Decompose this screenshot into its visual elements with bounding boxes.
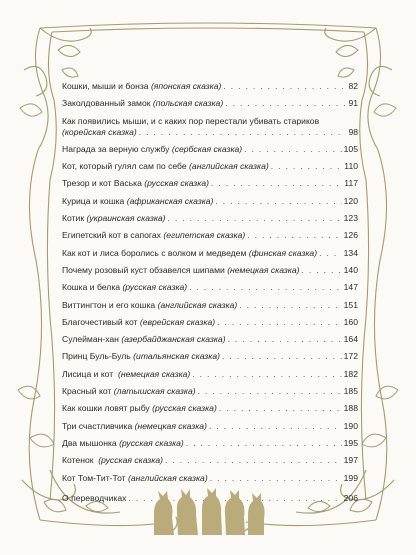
toc-entry-page-number: 197 [343, 455, 358, 466]
toc-entry-genre: (немецкая сказка) [134, 420, 207, 431]
toc-entry-genre: (латышская сказка) [113, 386, 196, 397]
toc-entry[interactable] [62, 455, 358, 466]
toc-dot-leader [186, 438, 342, 449]
leaf-right-1 [374, 104, 396, 116]
frame-top-line-inner [52, 28, 364, 32]
table-of-contents [62, 81, 358, 510]
toc-entry-genre: (немецкая сказка) [227, 264, 300, 275]
toc-entry-title: Сулейман-хан [62, 334, 122, 345]
toc-entry[interactable] [62, 81, 358, 92]
toc-entry-page-number: 190 [343, 420, 358, 431]
toc-entry-genre: (русская сказка) [98, 455, 163, 466]
toc-entry-title: Как кот и лиса боролись с волком и медведем [62, 247, 249, 258]
toc-dot-leader [223, 81, 346, 92]
toc-entry-page-number: 91 [348, 98, 358, 109]
toc-entry-page-number: 151 [343, 299, 358, 310]
toc-entry-page-number: 134 [343, 247, 358, 258]
leaf-top-right [336, 45, 358, 56]
toc-entry-title: Виттингтон и его кошка [62, 299, 158, 310]
toc-entry-genre: (японская сказка) [150, 81, 222, 91]
toc-dot-leader [198, 386, 342, 397]
toc-entry-genre: (польская сказка) [152, 98, 224, 109]
toc-entry[interactable] [62, 213, 358, 224]
toc-entry-genre: (итальянская сказка) [133, 351, 220, 362]
toc-entry[interactable] [62, 386, 358, 397]
toc-entry-genre: (русская сказка) [122, 282, 188, 293]
toc-entry-genre: (русская сказка) [144, 178, 209, 189]
toc-dot-leader [228, 334, 342, 345]
toc-entry-title: Кот, который гулял сам по себе [62, 161, 190, 172]
toc-entry[interactable] [62, 334, 358, 345]
toc-dot-leader [302, 265, 342, 276]
toc-entry-title: О переводчиках [62, 492, 127, 503]
toc-entry-page-number: 140 [343, 264, 358, 275]
toc-dot-leader [319, 248, 342, 259]
toc-entry-genre: (английская сказка) [128, 472, 208, 483]
toc-entry[interactable] [62, 230, 358, 241]
toc-entry[interactable] [62, 351, 358, 362]
toc-entry-genre: (корейская сказка) [62, 126, 137, 137]
toc-entry-page-number: 147 [343, 282, 358, 293]
toc-entry[interactable] [62, 282, 358, 293]
toc-entry-page-number: 188 [343, 403, 358, 414]
toc-entry[interactable] [62, 248, 358, 259]
toc-entry[interactable] [62, 421, 358, 432]
toc-entry-page-number: 117 [344, 178, 358, 189]
toc-entry-title: Котик [62, 213, 87, 224]
toc-entry[interactable] [62, 178, 358, 189]
toc-entry-title: Заколдованный замок [62, 98, 153, 109]
toc-entry-page-number: 182 [343, 368, 358, 379]
toc-dot-leader [165, 455, 342, 466]
toc-entry-page-number: 105 [343, 143, 358, 154]
toc-entry[interactable] [62, 403, 358, 414]
toc-entry-title: Два мышонка [62, 437, 120, 448]
toc-dot-leader [168, 213, 342, 224]
cat-4 [225, 490, 245, 535]
toc-dot-leader [211, 178, 342, 189]
toc-entry-page-number: 185 [343, 386, 358, 397]
toc-entry-genre: (финская сказка) [248, 247, 318, 258]
toc-entry-page-number: 120 [343, 195, 358, 206]
toc-dot-leader [217, 317, 342, 328]
leaf-bottom-right-1 [362, 434, 386, 447]
toc-entry-page-number: 199 [343, 472, 358, 483]
right-vine-inner [360, 32, 369, 500]
leaf-bottom-left-1 [30, 434, 54, 447]
toc-entry-genre: (английская сказка) [189, 161, 269, 172]
cats-silhouette-ornament [150, 487, 266, 537]
leaf-left-1 [20, 104, 42, 116]
toc-entry[interactable] [62, 265, 358, 276]
toc-entry-genre: (русская сказка) [119, 437, 184, 448]
toc-entry-genre: (африканская сказка) [126, 195, 214, 206]
toc-entry-title: Трезор и кот Васька [62, 178, 145, 189]
toc-entry-genre: (немецкая сказка) [117, 368, 191, 379]
frame-top-line [40, 23, 376, 28]
toc-entry-title: Почему розовый куст обзавелся шипами [62, 264, 228, 275]
toc-entry-title: Кошки, мыши и бонза [62, 81, 151, 91]
toc-entry[interactable] [62, 116, 358, 138]
toc-entry-genre: (сербская сказка) [171, 143, 243, 154]
toc-dot-leader [247, 230, 341, 241]
toc-entry-title: Красный кот [62, 386, 114, 397]
toc-entry-page-number: 82 [348, 81, 358, 91]
toc-entry-title: Награда за верную службу [62, 143, 172, 154]
toc-entry-genre: (русская сказка) [152, 403, 217, 414]
cat-2 [177, 489, 198, 535]
toc-dot-leader [222, 351, 342, 362]
toc-entry-page-number: 172 [343, 351, 358, 362]
toc-entry[interactable] [62, 98, 358, 109]
toc-entry-title: Благочестивый кот [62, 316, 140, 327]
toc-entry-genre: (английская сказка) [157, 299, 238, 310]
toc-dot-leader [209, 421, 342, 432]
cat-1 [154, 491, 174, 535]
cat-5 [248, 493, 265, 535]
toc-dot-leader [192, 369, 341, 380]
toc-entry-title: Египетский кот в сапогах [62, 230, 164, 241]
toc-entry-genre: (украинская сказка) [86, 213, 166, 224]
toc-dot-leader [189, 282, 342, 293]
toc-entry[interactable] [62, 161, 358, 172]
left-vine-inner [47, 32, 56, 500]
toc-entry[interactable] [62, 473, 358, 484]
toc-entry-title: Кошка и белка [62, 282, 123, 293]
toc-dot-leader [225, 98, 346, 109]
toc-entry[interactable] [62, 144, 358, 155]
toc-entry-title: Курица и кошка [62, 195, 127, 206]
toc-entry-title: Принц Буль-Буль [62, 351, 134, 362]
toc-entry-title: Кот Том-Тит-Тот [62, 472, 129, 483]
toc-dot-leader [244, 144, 342, 155]
toc-entry-title: Как кошки ловят рыбу [62, 403, 153, 414]
toc-entry[interactable] [62, 438, 358, 449]
toc-entry[interactable] [62, 317, 358, 328]
toc-entry-title: Три счастливчика [62, 420, 135, 431]
toc-dot-leader [215, 196, 341, 207]
toc-entry-page-number: 98 [348, 126, 358, 137]
toc-dot-leader [239, 300, 341, 311]
toc-entry-genre: (египетская сказка) [163, 230, 246, 241]
toc-entry-page-number: 195 [343, 437, 358, 448]
toc-dot-leader [271, 161, 343, 172]
toc-entry-genre: (еврейская сказка) [139, 316, 216, 327]
toc-entry[interactable] [62, 369, 358, 380]
toc-entry-page-number: 160 [343, 316, 358, 327]
toc-entry-title-line: Как появились мыши, и с каких пор перестали убивать стариков [62, 115, 320, 126]
cat-3 [202, 488, 222, 535]
toc-entry-genre: (азербайджанская сказка) [121, 334, 226, 345]
toc-entry-title: Лисица и кот [62, 368, 118, 379]
toc-dot-leader [139, 127, 347, 138]
toc-dot-leader [219, 403, 342, 414]
toc-entry[interactable] [62, 300, 358, 311]
leaf-top-left [58, 45, 80, 56]
toc-entry-page-number: 123 [343, 213, 358, 224]
toc-entry-page-number: 164 [343, 334, 358, 345]
toc-entry[interactable] [62, 196, 358, 207]
toc-entry-title: Котенок [62, 455, 99, 466]
toc-entry-page-number: 126 [343, 230, 358, 241]
toc-dot-leader [210, 473, 342, 484]
toc-entry-page-number: 206 [343, 492, 358, 503]
toc-entry-page-number: 110 [344, 161, 358, 172]
